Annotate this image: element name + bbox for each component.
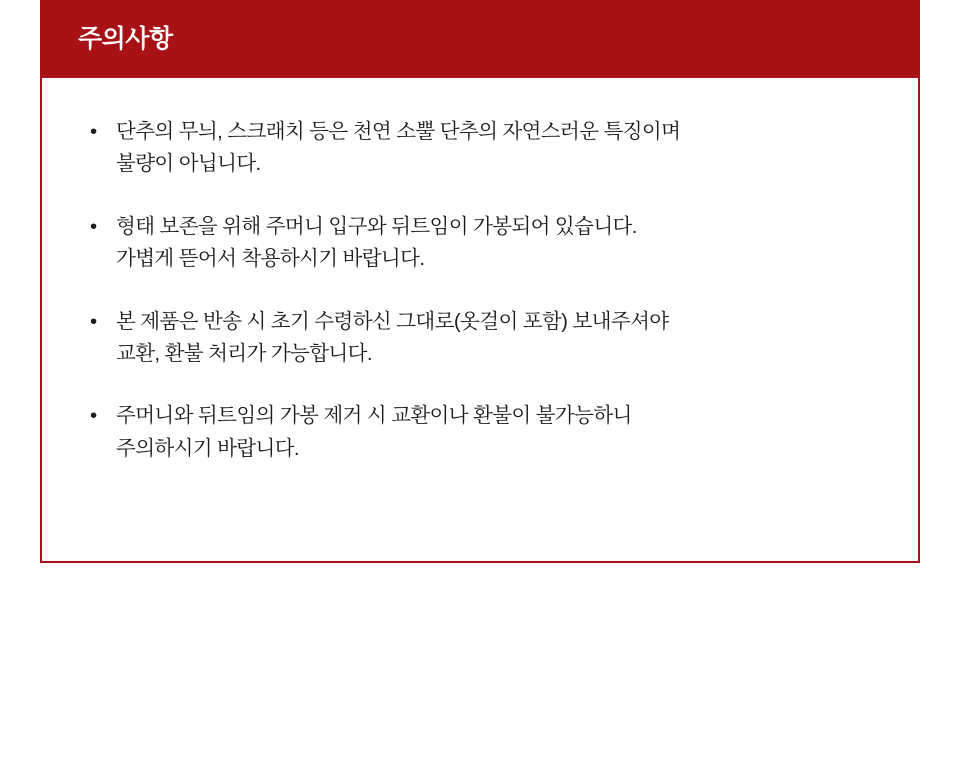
list-item: [82, 400, 878, 465]
list-item: [82, 116, 878, 181]
list-item-line: 불량이 아닙니다.: [116, 152, 261, 176]
list-item-line: 교환, 환불 처리가 가능합니다.: [116, 341, 372, 365]
list-item-line: 주의하시기 바랍니다.: [116, 436, 300, 460]
list-item-line: 가볍게 뜯어서 착용하시기 바랍니다.: [116, 247, 425, 271]
list-item-line: 주머니와 뒤트임의 가봉 제거 시 교환이나 환불이 불가능하니: [116, 404, 632, 428]
notice-header: [40, 0, 920, 78]
bullet-icon: •: [90, 404, 97, 428]
bullet-icon: •: [90, 120, 97, 143]
bullet-icon: •: [90, 214, 97, 238]
list-item: [82, 211, 878, 276]
list-item-line: 형태 보존을 위해 주머니 입구와 뒤트임이 가봉되어 있습니다.: [116, 214, 637, 238]
notice-list: [82, 116, 878, 465]
page-title: 주의사항: [78, 24, 173, 53]
bullet-icon: •: [90, 309, 97, 333]
notice-card: [40, 0, 920, 563]
notice-body: [40, 78, 920, 563]
list-item: [82, 306, 878, 371]
list-item-line: 단추의 무늬, 스크래치 등은 천연 소뿔 단추의 자연스러운 특징이며: [116, 120, 681, 143]
list-item-line: 본 제품은 반송 시 초기 수령하신 그대로(옷걸이 포함) 보내주셔야: [116, 309, 669, 333]
